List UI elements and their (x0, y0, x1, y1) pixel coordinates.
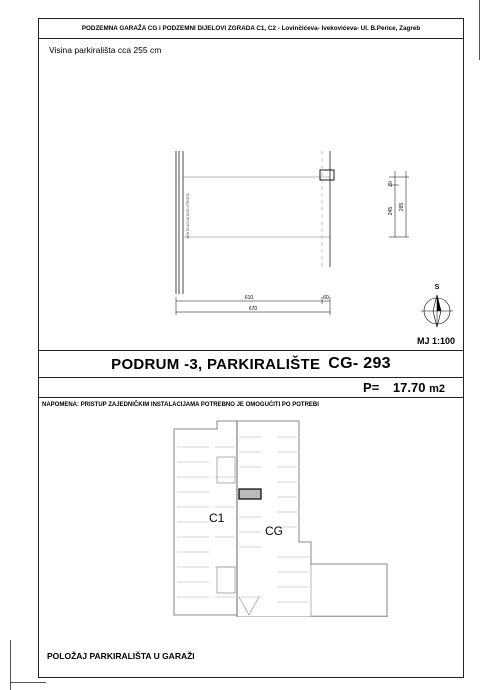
area-value (363, 380, 445, 395)
stair-core (217, 457, 235, 483)
note-text: NAPOMENA: PRISTUP ZAJEDNIČKIM INSTALACIJAMA POTREBNO JE OMOGUĆITI PO POTREBI (42, 402, 319, 408)
area-unit: m2 (429, 383, 445, 395)
title-label: PODRUM -3, PARKIRALIŠTE (111, 355, 321, 373)
highlighted-parking-spot (239, 489, 261, 499)
stair-core (217, 567, 235, 593)
c1-stalls (177, 447, 235, 597)
parking-detail-drawing (39, 39, 465, 350)
dim-670: 670 (248, 306, 258, 312)
dim-60: 60 (323, 295, 329, 301)
header-title: PODZEMNA GARAŽA CG i PODZEMNI DIJELOVI ZGRADA C1, C2 - Lovinčićeva- Ivekovićeva- Ul. B.Perice, Zagreb (39, 19, 463, 39)
svg-text:S: S (434, 284, 440, 291)
ramp-arrow (239, 597, 259, 615)
ramp-area (311, 564, 387, 616)
parking-title (39, 350, 463, 378)
area-row (39, 378, 463, 398)
crop-mark (479, 0, 480, 60)
parking-code: CG- 293 (328, 355, 391, 372)
garage-plan (39, 407, 465, 617)
dim-245: 245 (388, 206, 394, 216)
footer-title: POLOŽAJ PARKIRALIŠTA U GARAŽI (47, 651, 195, 661)
dim-610: 610 (244, 295, 254, 301)
scale-label: MJ 1:100 (416, 336, 455, 346)
height-note: Visina parkirališta cca 255 cm (49, 45, 162, 55)
area-prefix: P= (363, 380, 380, 395)
dim-20: 20 (388, 181, 394, 187)
drawing-sheet (38, 18, 464, 678)
vertical-note: VENTILACIJA KOD STROPA (186, 193, 190, 239)
cg-stalls (239, 437, 309, 602)
label-cg: CG (265, 524, 283, 538)
label-c1: C1 (209, 511, 225, 525)
c1-outline (174, 421, 237, 615)
detail-drawing-area (39, 39, 463, 350)
crop-mark (10, 682, 46, 683)
area-number: 17.70 (392, 380, 426, 395)
dim-265: 265 (399, 202, 405, 212)
cg-outline (237, 421, 387, 617)
compass-icon (421, 284, 453, 327)
